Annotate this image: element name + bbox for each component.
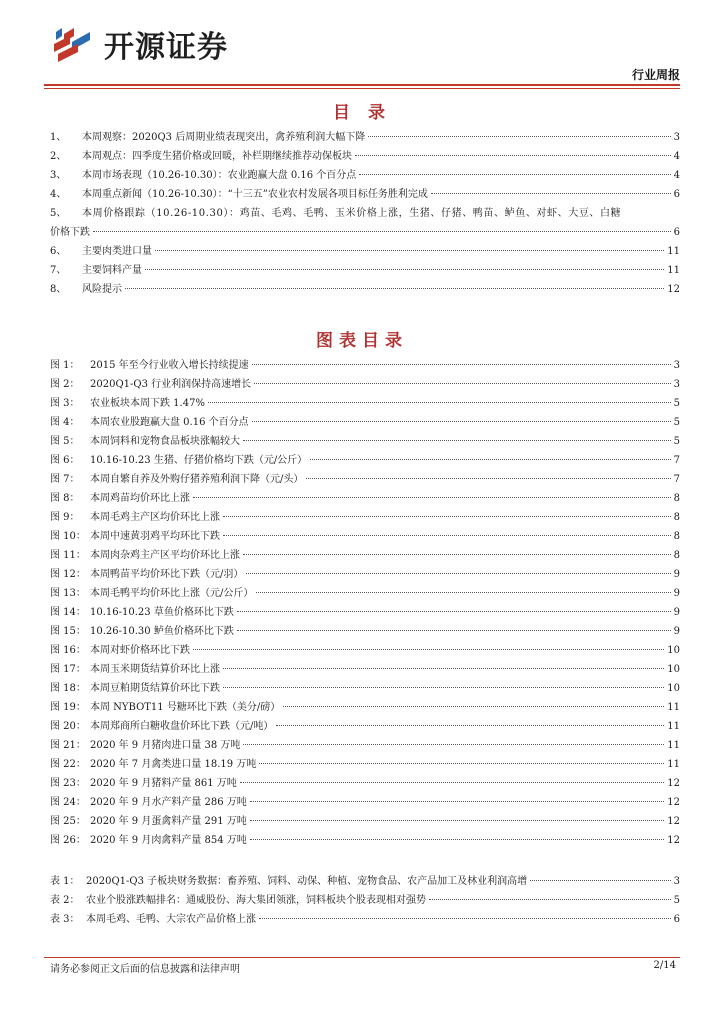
toc-entry[interactable] xyxy=(50,489,680,508)
toc-entry[interactable] xyxy=(50,603,680,622)
entry-page: 5 xyxy=(673,895,680,906)
entry-text: 本周毛鸭平均价环比上涨（元/公斤） xyxy=(90,588,254,599)
toc-item-text-cont: 价格下跌 xyxy=(50,227,90,238)
toc-entry[interactable] xyxy=(50,891,680,910)
leader-dots xyxy=(254,383,670,384)
toc-item-page: 12 xyxy=(667,284,680,295)
entry-num: 图 10： xyxy=(50,531,86,542)
entry-text: 本周豆粕期货结算价环比下跌 xyxy=(90,683,220,694)
toc-entry[interactable] xyxy=(50,641,680,660)
entry-num: 表 2： xyxy=(50,895,80,906)
leader-dots xyxy=(223,687,664,688)
toc-entry[interactable] xyxy=(50,432,680,451)
entry-text: 本周中速黄羽鸡平均环比下跌 xyxy=(90,531,220,542)
entry-num: 图 22： xyxy=(50,759,86,770)
leader-dots xyxy=(223,668,664,669)
toc-entry[interactable] xyxy=(50,356,680,375)
entry-num: 图 14： xyxy=(50,607,86,618)
entry-text: 10.26-10.30 鲈鱼价格环比下跌 xyxy=(90,626,234,637)
toc-entry[interactable] xyxy=(50,375,680,394)
entry-text: 本周对虾价格环比下跌 xyxy=(90,645,190,656)
leader-dots xyxy=(125,288,664,289)
toc-entry[interactable] xyxy=(50,660,680,679)
toc-entry[interactable] xyxy=(50,872,680,891)
toc-entry[interactable] xyxy=(50,546,680,565)
toc-item-text: 本周价格跟踪（10.26-10.30）：鸡苗、毛鸡、毛鸭、玉米价格上涨，生猪、仔猪、鸭苗、鲈鱼、对虾、大豆、白糖 xyxy=(82,208,622,219)
toc-item[interactable] xyxy=(50,147,680,166)
entry-num: 表 3： xyxy=(50,914,80,925)
entry-num: 图 15： xyxy=(50,626,86,637)
footer-disclaimer: 请务必参阅正文后面的信息披露和法律声明 xyxy=(50,964,240,975)
report-type: 行业周报 xyxy=(631,68,680,82)
entry-page: 8 xyxy=(673,493,680,504)
leader-dots xyxy=(155,250,664,251)
toc-entry[interactable] xyxy=(50,793,680,812)
company-logo xyxy=(50,22,228,66)
logo-text: 开源证券 xyxy=(104,30,228,65)
entry-num: 图 11： xyxy=(50,550,86,561)
leader-dots xyxy=(256,592,670,593)
entry-num: 图 24： xyxy=(50,797,86,808)
entry-text: 本周玉米期货结算价环比上涨 xyxy=(90,664,220,675)
toc-entry[interactable] xyxy=(50,394,680,413)
footer-divider xyxy=(44,957,680,958)
entry-text: 本周毛鸡、毛鸭、大宗农产品价格上涨 xyxy=(86,914,256,925)
entry-page: 9 xyxy=(673,607,680,618)
entry-num: 图 12： xyxy=(50,569,86,580)
toc-item-num: 4、 xyxy=(50,189,67,200)
entry-num: 图 25： xyxy=(50,816,86,827)
toc-item-num: 7、 xyxy=(50,265,67,276)
toc-entry[interactable] xyxy=(50,774,680,793)
entry-page: 3 xyxy=(673,876,680,887)
toc-item-text: 主要肉类进口量 xyxy=(82,246,152,257)
entry-text: 本周饲料和宠物食品板块涨幅较大 xyxy=(90,436,240,447)
toc-item[interactable] xyxy=(50,280,680,299)
entry-page: 9 xyxy=(673,626,680,637)
entry-num: 图 17： xyxy=(50,664,86,675)
entry-page: 7 xyxy=(673,474,680,485)
entry-num: 图 1： xyxy=(50,360,80,371)
entry-num: 图 4： xyxy=(50,417,80,428)
entry-num: 图 26： xyxy=(50,835,86,846)
toc-entry[interactable] xyxy=(50,527,680,546)
toc-list xyxy=(50,128,680,299)
toc-entry[interactable] xyxy=(50,413,680,432)
leader-dots xyxy=(243,554,671,555)
entry-page: 8 xyxy=(673,512,680,523)
entry-page: 12 xyxy=(667,816,680,827)
leader-dots xyxy=(145,269,664,270)
toc-item-num: 6、 xyxy=(50,246,67,257)
entry-num: 图 8： xyxy=(50,493,80,504)
leader-dots xyxy=(252,364,671,365)
leader-dots xyxy=(243,440,671,441)
leader-dots xyxy=(259,763,664,764)
toc-item-page: 6 xyxy=(673,227,680,238)
toc-entry[interactable] xyxy=(50,698,680,717)
table-list xyxy=(50,872,680,929)
entry-page: 8 xyxy=(673,531,680,542)
toc-item-num: 3、 xyxy=(50,170,67,181)
toc-item-page: 4 xyxy=(673,170,680,181)
toc-item-num: 2、 xyxy=(50,151,67,162)
toc-entry[interactable] xyxy=(50,910,680,929)
entry-text: 2020 年 9 月水产料产量 286 万吨 xyxy=(90,797,247,808)
entry-page: 11 xyxy=(667,759,680,770)
entry-page: 12 xyxy=(667,835,680,846)
footer-page-number: 2/14 xyxy=(653,960,676,971)
leader-dots xyxy=(259,918,671,919)
leader-dots xyxy=(246,573,670,574)
entry-num: 图 9： xyxy=(50,512,80,523)
toc-item-text: 本周观察：2020Q3 后周期业绩表现突出，禽养殖利润大幅下降 xyxy=(82,132,366,143)
entry-text: 2020Q1-Q3 行业利润保持高速增长 xyxy=(90,379,252,390)
leader-dots xyxy=(208,402,671,403)
toc-item-page: 11 xyxy=(667,246,680,257)
leader-dots xyxy=(431,193,671,194)
entry-page: 6 xyxy=(673,914,680,925)
toc-item[interactable] xyxy=(50,185,680,204)
entry-text: 2020 年 9 月猪肉进口量 38 万吨 xyxy=(90,740,241,751)
toc-item-text: 本周市场表现（10.26-10.30）：农业跑赢大盘 0.16 个百分点 xyxy=(82,170,357,181)
leader-dots xyxy=(530,880,670,881)
entry-text: 本周 NYBOT11 号糖环比下跌（美分/磅） xyxy=(90,702,281,713)
leader-dots xyxy=(368,136,670,137)
entry-page: 12 xyxy=(667,797,680,808)
entry-text: 本周鸡苗均价环比上涨 xyxy=(90,493,190,504)
toc-item[interactable] xyxy=(50,261,680,280)
toc-item-text: 本周观点：四季度生猪价格或回暖，补栏期继续推荐动保板块 xyxy=(82,151,352,162)
toc-item-num: 1、 xyxy=(50,132,67,143)
entry-text: 2020Q1-Q3 子板块财务数据：畜养殖、饲料、动保、种植、宠物食品、农产品加工及林业利润高增 xyxy=(86,876,528,887)
leader-dots xyxy=(252,421,671,422)
toc-item-num: 8、 xyxy=(50,284,67,295)
entry-page: 5 xyxy=(673,417,680,428)
toc-item[interactable] xyxy=(50,242,680,261)
entry-text: 本周鸭苗平均价环比下跌（元/羽） xyxy=(90,569,244,580)
leader-dots xyxy=(429,899,671,900)
entry-num: 表 1： xyxy=(50,876,80,887)
entry-text: 本周毛鸡主产区均价环比上涨 xyxy=(90,512,220,523)
entry-text: 本周农业股跑赢大盘 0.16 个百分点 xyxy=(90,417,249,428)
entry-num: 图 2： xyxy=(50,379,80,390)
entry-page: 7 xyxy=(673,455,680,466)
logo-mark-icon xyxy=(50,24,96,64)
entry-text: 本周自繁自养及外购仔猪养殖利润下降（元/头） xyxy=(90,474,304,485)
toc-entry[interactable] xyxy=(50,717,680,736)
leader-dots xyxy=(237,630,671,631)
toc-item[interactable] xyxy=(50,204,680,223)
leader-dots xyxy=(250,820,664,821)
entry-num: 图 18： xyxy=(50,683,86,694)
toc-item-text: 本周重点新闻（10.26-10.30）：“十三五”农业农村发展各项目标任务胜利完成 xyxy=(82,189,428,200)
entry-page: 11 xyxy=(667,721,680,732)
toc-entry[interactable] xyxy=(50,679,680,698)
entry-page: 3 xyxy=(673,379,680,390)
leader-dots xyxy=(193,497,671,498)
entry-text: 农业个股涨跌幅排名：通威股份、海大集团领涨，饲料板块个股表现相对强势 xyxy=(86,895,426,906)
entry-page: 11 xyxy=(667,702,680,713)
entry-num: 图 13： xyxy=(50,588,86,599)
entry-num: 图 19： xyxy=(50,702,86,713)
toc-item-page: 4 xyxy=(673,151,680,162)
header-divider-thin xyxy=(44,88,680,89)
leader-dots xyxy=(355,155,671,156)
toc-title: 目 录 xyxy=(333,103,391,123)
toc-entry[interactable] xyxy=(50,451,680,470)
leader-dots xyxy=(283,706,664,707)
entry-num: 图 6： xyxy=(50,455,80,466)
entry-text: 2020 年 7 月禽类进口量 18.19 万吨 xyxy=(90,759,257,770)
toc-entry[interactable] xyxy=(50,622,680,641)
toc-entry[interactable] xyxy=(50,831,680,850)
header-divider xyxy=(44,84,680,86)
entry-num: 图 7： xyxy=(50,474,80,485)
toc-item-page: 6 xyxy=(673,189,680,200)
toc-entry[interactable] xyxy=(50,508,680,527)
toc-entry[interactable] xyxy=(50,565,680,584)
leader-dots xyxy=(93,231,671,232)
leader-dots xyxy=(310,459,670,460)
entry-page: 11 xyxy=(667,740,680,751)
entry-text: 2020 年 9 月猪料产量 861 万吨 xyxy=(90,778,237,789)
leader-dots xyxy=(240,782,664,783)
entry-page: 5 xyxy=(673,398,680,409)
toc-item-num: 5、 xyxy=(50,208,67,219)
leader-dots xyxy=(276,725,664,726)
leader-dots xyxy=(223,516,671,517)
entry-page: 9 xyxy=(673,569,680,580)
entry-page: 8 xyxy=(673,550,680,561)
entry-page: 10 xyxy=(667,645,680,656)
leader-dots xyxy=(193,649,664,650)
entry-page: 9 xyxy=(673,588,680,599)
toc-item-text: 主要饲料产量 xyxy=(82,265,142,276)
figure-list xyxy=(50,356,680,850)
toc-entry[interactable] xyxy=(50,584,680,603)
entry-text: 本周郑商所白糖收盘价环比下跌（元/吨） xyxy=(90,721,274,732)
toc-item-page: 3 xyxy=(673,132,680,143)
toc-entry[interactable] xyxy=(50,812,680,831)
figures-title: 图表目录 xyxy=(316,331,408,351)
entry-num: 图 21： xyxy=(50,740,86,751)
leader-dots xyxy=(243,744,664,745)
entry-num: 图 16： xyxy=(50,645,86,656)
entry-text: 10.16-10.23 生猪、仔猪价格均下跌（元/公斤） xyxy=(90,455,308,466)
leader-dots xyxy=(359,174,670,175)
entry-text: 农业板块本周下跌 1.47% xyxy=(90,398,205,409)
toc-item[interactable] xyxy=(50,166,680,185)
toc-entry[interactable] xyxy=(50,755,680,774)
toc-item-page: 11 xyxy=(667,265,680,276)
leader-dots xyxy=(250,839,664,840)
entry-num: 图 5： xyxy=(50,436,80,447)
entry-text: 10.16-10.23 草鱼价格环比下跌 xyxy=(90,607,234,618)
entry-num: 图 23： xyxy=(50,778,86,789)
entry-text: 2020 年 9 月蛋禽料产量 291 万吨 xyxy=(90,816,247,827)
leader-dots xyxy=(250,801,664,802)
entry-num: 图 20： xyxy=(50,721,86,732)
toc-item-text: 风险提示 xyxy=(82,284,122,295)
leader-dots xyxy=(223,535,671,536)
entry-page: 5 xyxy=(673,436,680,447)
entry-text: 2020 年 9 月肉禽料产量 854 万吨 xyxy=(90,835,247,846)
entry-page: 3 xyxy=(673,360,680,371)
entry-page: 10 xyxy=(667,664,680,675)
entry-page: 10 xyxy=(667,683,680,694)
toc-entry[interactable] xyxy=(50,736,680,755)
toc-item-continuation[interactable] xyxy=(50,223,680,242)
leader-dots xyxy=(306,478,670,479)
entry-text: 2015 年至今行业收入增长持续提速 xyxy=(90,360,249,371)
entry-page: 12 xyxy=(667,778,680,789)
entry-num: 图 3： xyxy=(50,398,80,409)
entry-text: 本周肉杂鸡主产区平均价环比上涨 xyxy=(90,550,240,561)
leader-dots xyxy=(237,611,671,612)
toc-item[interactable] xyxy=(50,128,680,147)
toc-entry[interactable] xyxy=(50,470,680,489)
